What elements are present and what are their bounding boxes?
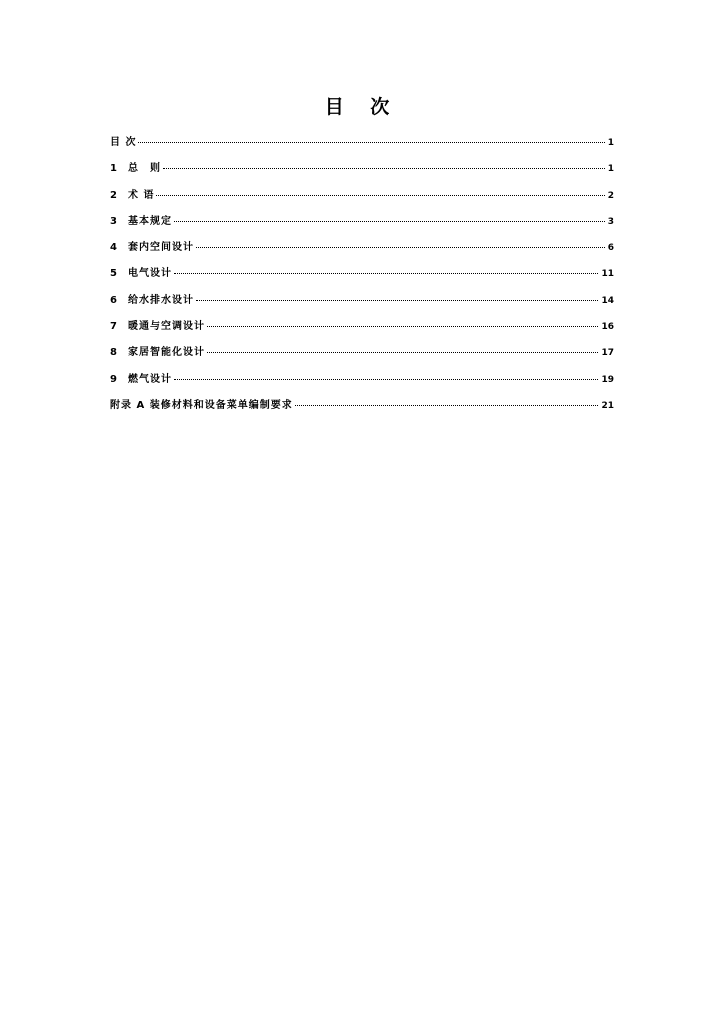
toc-dot-leader xyxy=(207,326,598,327)
toc-entry-page: 11 xyxy=(601,269,614,280)
toc-entry-label: 给水排水设计 xyxy=(128,294,194,306)
toc-dot-leader xyxy=(174,221,605,222)
table-of-contents xyxy=(110,133,614,422)
toc-entry-number: 6 xyxy=(110,294,117,306)
toc-entry-smart-home[interactable] xyxy=(110,343,614,369)
toc-entry-number: 7 xyxy=(110,321,117,333)
toc-entry-label: 套内空间设计 xyxy=(128,242,194,254)
toc-entry-label: 总 则 xyxy=(128,163,161,175)
toc-entry-label: 家居智能化设计 xyxy=(128,347,205,359)
toc-entry-page: 3 xyxy=(607,216,614,227)
toc-entry-page: 19 xyxy=(601,374,614,385)
toc-dot-leader xyxy=(163,168,605,169)
toc-dot-leader xyxy=(295,405,599,406)
toc-entry-page: 16 xyxy=(601,322,614,333)
toc-entry-general[interactable] xyxy=(110,159,614,185)
toc-entry-page: 17 xyxy=(601,348,614,359)
toc-entry-page: 14 xyxy=(601,295,614,306)
toc-entry-label: 电气设计 xyxy=(128,268,172,280)
toc-entry-number: 3 xyxy=(110,215,117,227)
toc-entry-label: 基本规定 xyxy=(128,215,172,227)
toc-entry-electrical[interactable] xyxy=(110,264,614,290)
toc-entry-number: 9 xyxy=(110,373,117,385)
toc-dot-leader xyxy=(156,195,604,196)
toc-entry-page: 6 xyxy=(607,243,614,254)
toc-entry-label: 目 次 xyxy=(110,137,137,148)
toc-dot-leader xyxy=(196,247,605,248)
toc-dot-leader xyxy=(207,352,598,353)
toc-entry-page: 1 xyxy=(607,138,614,148)
toc-entry-number: 8 xyxy=(110,347,117,359)
toc-entry-number: 1 xyxy=(110,163,117,175)
toc-dot-leader xyxy=(174,379,598,380)
toc-entry-plumbing[interactable] xyxy=(110,291,614,317)
toc-dot-leader xyxy=(138,142,604,143)
toc-entry-page: 21 xyxy=(601,400,614,411)
toc-dot-leader xyxy=(174,273,598,274)
toc-entry-number: 2 xyxy=(110,189,117,201)
toc-entry-number: 5 xyxy=(110,268,117,280)
toc-entry-terms[interactable] xyxy=(110,186,614,212)
toc-entry-contents[interactable] xyxy=(110,133,614,159)
toc-entry-label: 暖通与空调设计 xyxy=(128,321,205,333)
toc-entry-basic-requirements[interactable] xyxy=(110,212,614,238)
toc-entry-label: 附录 A 装修材料和设备菜单编制要求 xyxy=(110,399,293,411)
page-title: 目 次 xyxy=(324,96,400,118)
toc-entry-hvac[interactable] xyxy=(110,317,614,343)
toc-entry-page: 1 xyxy=(607,164,614,175)
toc-entry-interior-space[interactable] xyxy=(110,238,614,264)
toc-entry-label: 燃气设计 xyxy=(128,373,172,385)
toc-entry-page: 2 xyxy=(607,190,614,201)
toc-entry-label: 术 语 xyxy=(128,189,155,201)
toc-entry-gas[interactable] xyxy=(110,370,614,396)
toc-entry-appendix-a[interactable] xyxy=(110,396,614,422)
toc-entry-number: 4 xyxy=(110,242,117,254)
toc-dot-leader xyxy=(196,300,598,301)
